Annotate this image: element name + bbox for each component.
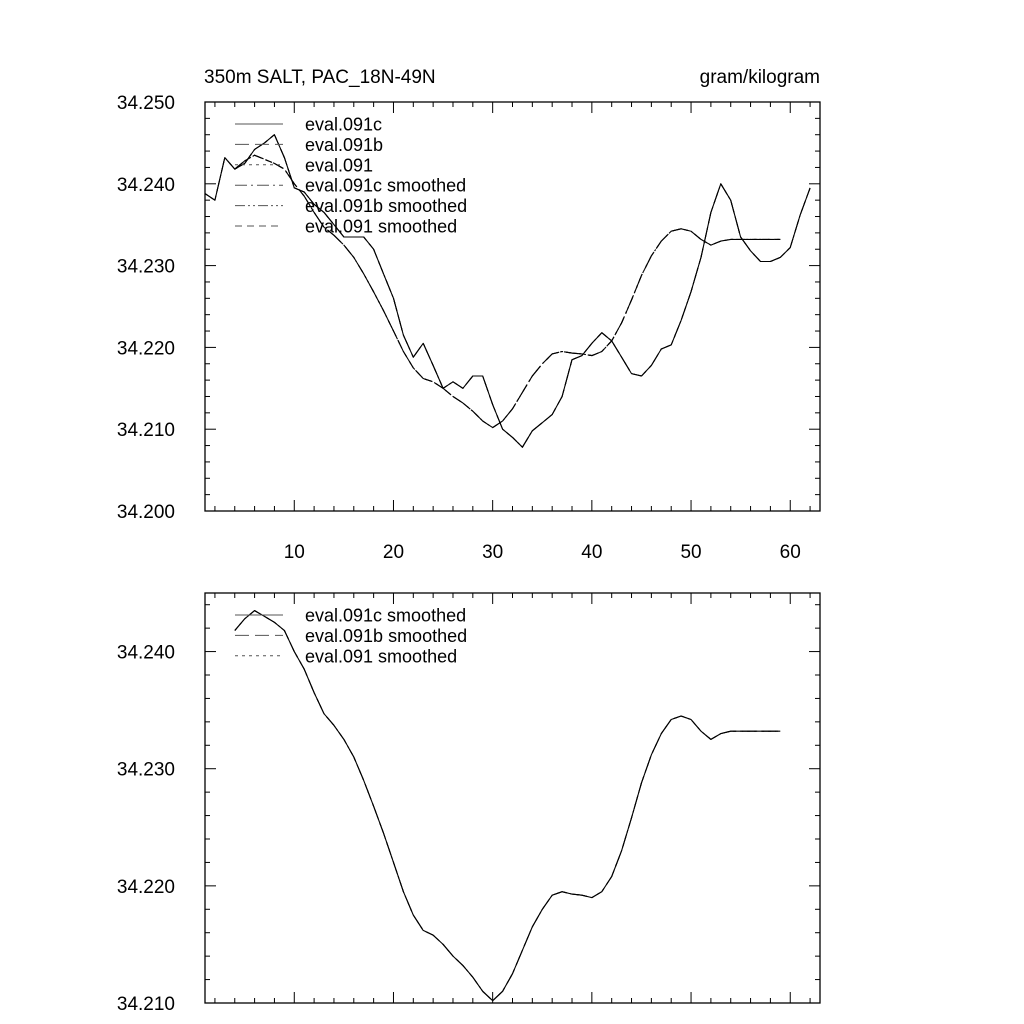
y-tick-label: 34.250 <box>116 93 175 114</box>
x-tick-label: 60 <box>779 542 801 563</box>
legend-label: eval.091c smoothed <box>305 605 467 626</box>
x-tick-label: 30 <box>482 542 504 563</box>
y-tick-label: 34.240 <box>116 174 175 196</box>
legend-label: eval.091c smoothed <box>305 175 467 196</box>
y-tick-label: 34.240 <box>116 642 175 664</box>
plot-frame <box>205 593 820 1003</box>
series-line-eval-091 <box>205 135 810 448</box>
bottom-panel <box>117 593 820 1015</box>
y-tick-label: 34.220 <box>116 876 175 898</box>
legend-label: eval.091 smoothed <box>305 646 458 667</box>
y-tick-label: 34.220 <box>116 338 175 360</box>
y-tick-label: 34.230 <box>116 256 175 278</box>
legend-label: eval.091 smoothed <box>305 216 458 237</box>
series-line-eval-091b <box>205 135 810 448</box>
y-tick-label: 34.200 <box>116 502 175 523</box>
series-line-eval-091c-smoothed <box>235 611 781 1001</box>
legend-label: eval.091 <box>305 155 374 176</box>
x-tick-label: 40 <box>581 542 603 563</box>
x-tick-label: 10 <box>283 542 305 563</box>
series-line-eval-091b-smoothed <box>235 611 781 1001</box>
top-panel <box>117 67 820 563</box>
legend-label: eval.091c <box>305 114 383 135</box>
y-tick-label: 34.210 <box>116 420 175 442</box>
x-tick-label: 50 <box>680 542 702 563</box>
legend-label: eval.091b smoothed <box>305 196 468 217</box>
series-line-eval-091-smoothed <box>235 611 781 1001</box>
series-line-eval-091c <box>205 135 810 448</box>
plot-frame <box>205 102 820 511</box>
y-tick-label: 34.230 <box>116 759 175 781</box>
x-tick-label: 20 <box>382 542 405 563</box>
legend-label: eval.091b <box>305 134 384 155</box>
top-panel-units: gram/kilogram <box>699 67 820 88</box>
legend-label: eval.091b smoothed <box>305 625 468 646</box>
y-tick-label: 34.210 <box>116 994 175 1015</box>
top-panel-title: 350m SALT, PAC_18N-49N <box>204 67 436 88</box>
